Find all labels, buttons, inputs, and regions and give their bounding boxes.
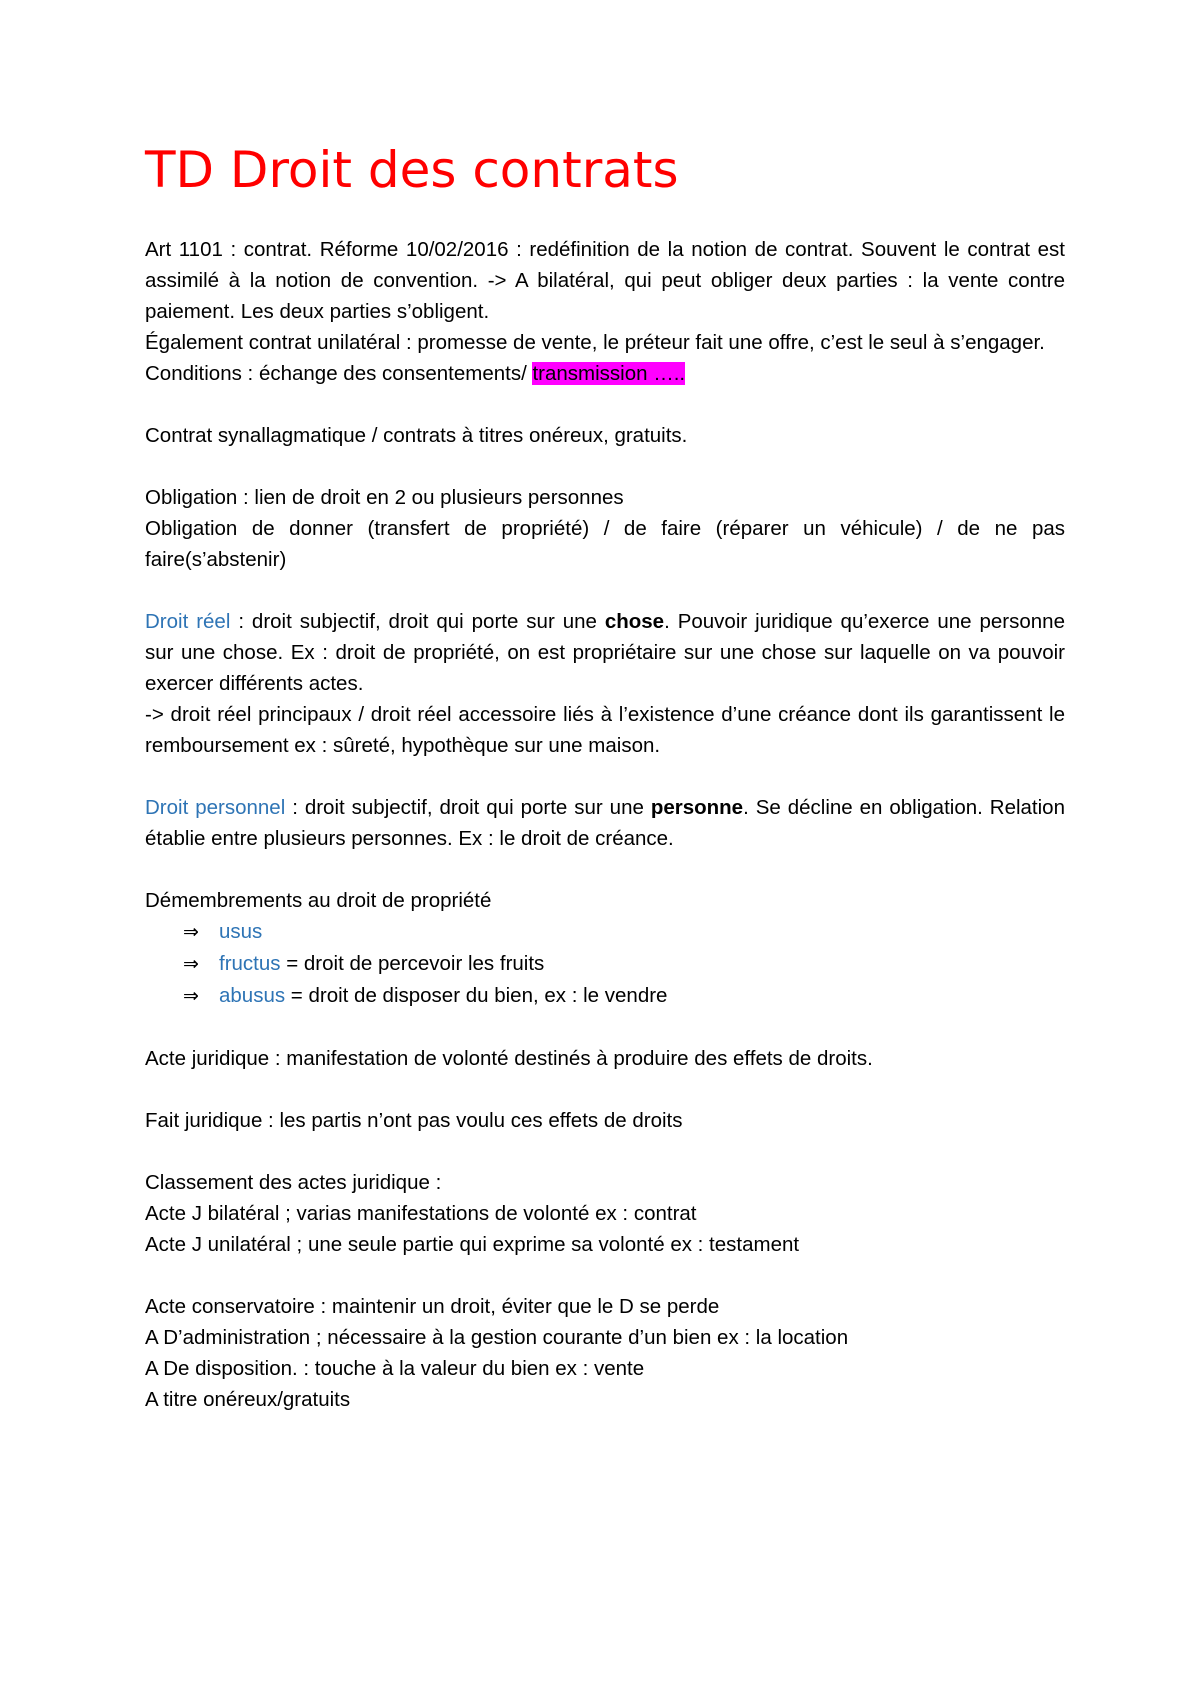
paragraph-droit-personnel (145, 792, 1065, 854)
list-item-usus (145, 916, 1065, 948)
document-body (145, 140, 1065, 1415)
paragraph-obligation-types: Obligation de donner (transfert de propriété) / de faire (réparer un véhicule) / de ne pas faire(s’abstenir) (145, 517, 1065, 571)
term-fructus: fructus (219, 952, 281, 975)
paragraph-acte-conservatoire: Acte conservatoire : maintenir un droit, éviter que le D se perde (145, 1295, 720, 1318)
paragraph-droit-reel-types: -> droit réel principaux / droit réel accessoire liés à l’existence d’une créance dont ils garantissent le remboursement ex : sûreté, hypothèque sur une maison. (145, 703, 1065, 757)
document-title: TD Droit des contrats (145, 141, 679, 199)
double-arrow-right-icon: ⇒ (183, 985, 199, 1007)
demembrements-list (145, 916, 1065, 1012)
droit-reel-bold: chose (604, 610, 665, 633)
droit-reel-text-b: . Pouvoir juridique qu’exerce une personne sur une chose. Ex : droit de propriété, on est propriétaire sur une chose sur laquelle on va pouvoir exercer différents actes. (145, 610, 1065, 695)
list-item-abusus (145, 980, 1065, 1012)
droit-personnel-text-b: . Se décline en obligation. Relation établie entre plusieurs personnes. Ex : le droit de créance. (145, 796, 1065, 850)
paragraph-art-1101: Art 1101 : contrat. Réforme 10/02/2016 : redéfinition de la notion de contrat. Souvent le contrat est assimilé à la notion de convention. -> A bilatéral, qui peut obliger deux parties : la vente contre paiement. Les deux parties s’obligent. (145, 238, 1065, 323)
term-abusus: abusus (219, 984, 286, 1007)
paragraph-obligation-definition: Obligation : lien de droit en 2 ou plusieurs personnes (145, 486, 624, 509)
paragraph-droit-reel (145, 606, 1065, 699)
paragraph-acte-unilateral: Acte J unilatéral ; une seule partie qui exprime sa volonté ex : testament (145, 1233, 800, 1256)
droit-personnel-bold: personne (650, 796, 744, 819)
double-arrow-right-icon: ⇒ (183, 953, 199, 975)
droit-personnel-text-a: : droit subjectif, droit qui porte sur une (285, 796, 651, 819)
list-item-fructus (145, 948, 1065, 980)
paragraph-contrat-unilateral: Également contrat unilatéral : promesse de vente, le préteur fait une offre, c’est le seul à s’engager. (145, 331, 1045, 354)
paragraph-fait-juridique: Fait juridique : les partis n’ont pas voulu ces effets de droits (145, 1109, 683, 1132)
paragraph-contrat-synallagmatique: Contrat synallagmatique / contrats à titres onéreux, gratuits. (145, 424, 688, 447)
paragraph-acte-juridique: Acte juridique : manifestation de volonté destinés à produire des effets de droits. (145, 1047, 873, 1070)
paragraph-acte-administration: A D’administration ; nécessaire à la gestion courante d’un bien ex : la location (145, 1326, 849, 1349)
conditions-text: Conditions : échange des consentements/ (145, 362, 533, 385)
heading-classement: Classement des actes juridique : (145, 1171, 442, 1194)
term-usus: usus (219, 920, 263, 943)
paragraph-conditions (145, 358, 1065, 389)
abusus-text: = droit de disposer du bien, ex : le vendre (285, 984, 668, 1007)
paragraph-acte-titre: A titre onéreux/gratuits (145, 1388, 351, 1411)
paragraph-acte-bilateral: Acte J bilatéral ; varias manifestations de volonté ex : contrat (145, 1202, 697, 1225)
droit-reel-text-a: : droit subjectif, droit qui porte sur une (230, 610, 605, 633)
term-droit-reel: Droit réel (145, 610, 231, 633)
fructus-text: = droit de percevoir les fruits (280, 952, 545, 975)
heading-demembrements: Démembrements au droit de propriété (145, 889, 492, 912)
double-arrow-right-icon: ⇒ (183, 921, 199, 943)
highlighted-text: transmission ….. (532, 362, 686, 385)
term-droit-personnel: Droit personnel (145, 796, 286, 819)
paragraph-acte-disposition: A De disposition. : touche à la valeur du bien ex : vente (145, 1357, 645, 1380)
